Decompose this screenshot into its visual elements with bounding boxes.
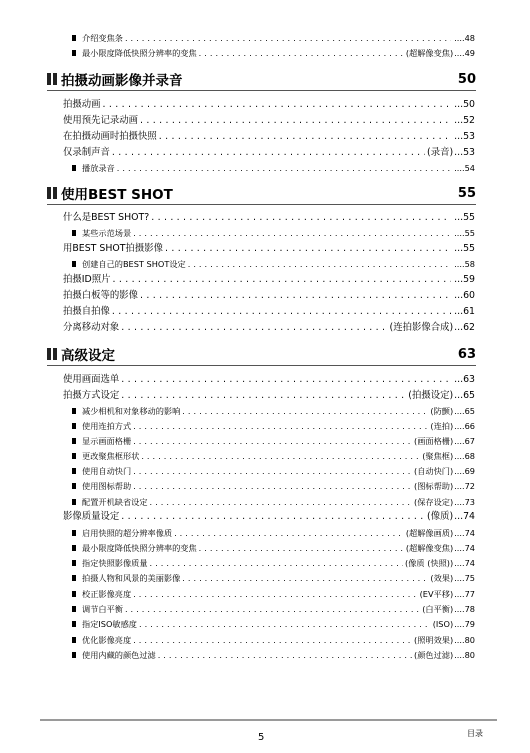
toc-subentry[interactable]	[72, 616, 475, 630]
toc-entry-title: 使用图标帮助	[82, 481, 132, 491]
toc-entry-note: (自动快门)	[414, 466, 454, 476]
toc-entry-page: ....74	[454, 558, 475, 568]
toc-subentry[interactable]	[72, 478, 475, 492]
toc-leader-dots	[133, 634, 412, 646]
toc-entry[interactable]	[63, 97, 475, 111]
toc-entry-page: ....77	[454, 589, 475, 599]
toc-entry[interactable]	[63, 241, 475, 255]
toc-subentry[interactable]	[72, 540, 475, 554]
toc-entry-note: (白平衡)	[422, 604, 454, 614]
toc-entry[interactable]	[63, 288, 475, 302]
toc-leader-dots	[199, 542, 404, 554]
toc-entry-title: 使用连拍方式	[82, 421, 132, 431]
toc-entry-page: ...59	[454, 274, 475, 285]
bullet-icon	[72, 606, 76, 612]
toc-subentry[interactable]	[72, 525, 475, 539]
toc-entry-title: 拍摄人物和风景的美丽影像	[82, 573, 181, 583]
toc-leader-dots	[125, 603, 420, 615]
section-page: 63	[457, 346, 476, 362]
bullet-icon	[72, 652, 76, 658]
toc-entry-title: 优化影像亮度	[82, 635, 132, 645]
toc-entry-note: (防颤)	[430, 406, 454, 416]
toc-subentry[interactable]	[72, 632, 475, 646]
toc-leader-dots	[112, 147, 425, 159]
toc-entry-page: ....74	[454, 528, 475, 538]
toc-entry-title: 创建自己的BEST SHOT设定	[82, 259, 186, 269]
toc-entry-note: (连拍)	[430, 421, 454, 431]
section-title: 使用BEST SHOT	[61, 187, 173, 203]
bullet-icon	[72, 468, 76, 474]
bullet-icon	[72, 621, 76, 627]
toc-leader-dots	[165, 243, 451, 255]
toc-leader-dots	[199, 47, 404, 59]
toc-entry-note: (照明效果)	[414, 635, 454, 645]
toc-entry-page: ....74	[454, 543, 475, 553]
toc-entry-page: ....48	[454, 33, 475, 43]
toc-leader-dots	[159, 131, 451, 143]
bullet-icon	[72, 438, 76, 444]
toc-leader-dots	[139, 618, 431, 630]
toc-leader-dots	[188, 258, 451, 270]
footer-divider	[40, 719, 497, 721]
bullet-icon	[72, 230, 76, 236]
toc-subentry[interactable]	[72, 403, 475, 417]
toc-entry-note: (像质 (快照))	[405, 558, 454, 568]
toc-entry[interactable]	[63, 145, 475, 159]
toc-entry[interactable]	[63, 210, 475, 224]
toc-entry-title: 减少相机和对象移动的影响	[82, 406, 181, 416]
section-marker-icon	[47, 348, 57, 360]
bullet-icon	[72, 591, 76, 597]
toc-subentry[interactable]	[72, 555, 475, 569]
toc-entry-note: (颜色过滤)	[414, 650, 454, 660]
toc-entry-page: ....80	[454, 635, 475, 645]
toc-entry-page: ....58	[454, 259, 475, 269]
toc-entry-title: 用BEST SHOT拍摄影像	[63, 243, 163, 254]
toc-leader-dots	[140, 290, 451, 302]
toc-leader-dots	[141, 450, 420, 462]
bullet-icon	[72, 637, 76, 643]
toc-leader-dots	[133, 480, 412, 492]
toc-entry-title: 拍摄ID照片	[63, 274, 111, 285]
toc-entry-page: ....79	[454, 619, 475, 629]
toc-subentry[interactable]	[72, 225, 475, 239]
toc-leader-dots	[182, 572, 428, 584]
toc-entry-note: (像质)	[427, 511, 454, 522]
toc-entry-note: (拍摄设定)	[408, 390, 454, 401]
section-page: 50	[457, 71, 476, 87]
toc-entry-page: ...53	[454, 131, 475, 142]
toc-subentry[interactable]	[72, 448, 475, 462]
toc-leader-dots	[133, 465, 412, 477]
toc-entry-page: ....69	[454, 466, 475, 476]
toc-entry-page: ....67	[454, 436, 475, 446]
bullet-icon	[72, 453, 76, 459]
toc-entry-title: 使用预先记录动画	[63, 115, 139, 126]
toc-entry-note: (录音)	[427, 147, 454, 158]
toc-entry[interactable]	[63, 320, 475, 334]
toc-entry-title: 什么是BEST SHOT?	[63, 212, 150, 223]
toc-entry-page: ....78	[454, 604, 475, 614]
toc-entry-title: 分离移动对象	[63, 322, 120, 333]
toc-subentry[interactable]	[72, 647, 475, 661]
toc-entry-page: ....66	[454, 421, 475, 431]
toc-entry-title: 启用快照的超分辨率像质	[82, 528, 173, 538]
toc-leader-dots	[117, 162, 451, 174]
bullet-icon	[72, 545, 76, 551]
toc-entry-note: (连拍影像合成)	[389, 322, 454, 333]
toc-subentry[interactable]	[72, 30, 475, 44]
toc-leader-dots	[121, 374, 451, 386]
toc-subentry[interactable]	[72, 494, 475, 508]
toc-entry-title: 拍摄白板等的影像	[63, 290, 139, 301]
toc-entry-title: 播放录音	[82, 163, 115, 173]
toc-entry-title: 使用自动快门	[82, 466, 132, 476]
toc-entry-title: 在拍摄动画时拍摄快照	[63, 131, 157, 142]
toc-entry-page: ...74	[454, 511, 475, 522]
section-title: 拍摄动画影像并录音	[61, 73, 183, 89]
toc-subentry[interactable]	[72, 433, 475, 447]
section-marker-icon	[47, 73, 57, 85]
toc-leader-dots	[121, 390, 406, 402]
toc-entry[interactable]	[63, 272, 475, 286]
toc-entry-page: ...61	[454, 306, 475, 317]
toc-leader-dots	[121, 322, 387, 334]
toc-leader-dots	[112, 306, 451, 318]
toc-entry-title: 某些示范场景	[82, 228, 132, 238]
toc-subentry[interactable]	[72, 160, 475, 174]
toc-subentry[interactable]	[72, 45, 475, 59]
toc-leader-dots	[174, 527, 404, 539]
toc-entry-title: 介绍变焦条	[82, 33, 123, 43]
section-page: 55	[457, 185, 476, 201]
toc-entry-note: (超解像画质)	[405, 528, 454, 538]
toc-entry-note: (ISO)	[432, 619, 454, 629]
toc-entry-note: (画面格栅)	[414, 436, 454, 446]
toc-entry-note: (聚焦框)	[422, 451, 454, 461]
bullet-icon	[72, 499, 76, 505]
toc-entry-title: 调节白平衡	[82, 604, 123, 614]
bullet-icon	[72, 408, 76, 414]
toc-subentry[interactable]	[72, 463, 475, 477]
toc-subentry[interactable]	[72, 418, 475, 432]
toc-entry-page: ...53	[454, 147, 475, 158]
section-marker-icon	[47, 187, 57, 199]
toc-entry-title: 拍摄方式设定	[63, 390, 120, 401]
toc-entry-page: ...55	[454, 243, 475, 254]
toc-leader-dots	[121, 511, 425, 523]
toc-entry-title: 拍摄动画	[63, 99, 101, 110]
toc-entry-note: (效果)	[430, 573, 454, 583]
toc-entry-note: (保存设定)	[414, 497, 454, 507]
section-heading[interactable]	[47, 68, 476, 91]
bullet-icon	[72, 423, 76, 429]
bullet-icon	[72, 530, 76, 536]
toc-entry[interactable]	[63, 129, 475, 143]
toc-entry-title: 校正影像亮度	[82, 589, 132, 599]
toc-entry-title: 显示画面格栅	[82, 436, 132, 446]
toc-entry-page: ....49	[454, 48, 475, 58]
toc-entry-note: (超解像变焦)	[405, 48, 454, 58]
toc-entry-title: 指定快照影像质量	[82, 558, 148, 568]
bullet-icon	[72, 165, 76, 171]
toc-entry-title: 拍摄自拍像	[63, 306, 110, 317]
bullet-icon	[72, 483, 76, 489]
toc-entry-page: ....72	[454, 481, 475, 491]
toc-entry-note: (图标帮助)	[414, 481, 454, 491]
toc-entry-page: ....73	[454, 497, 475, 507]
toc-entry-title: 更改聚焦框形状	[82, 451, 140, 461]
section-title: 高级设定	[61, 348, 115, 364]
section-heading[interactable]	[47, 343, 476, 366]
toc-entry[interactable]	[63, 304, 475, 318]
toc-entry[interactable]	[63, 388, 475, 402]
toc-leader-dots	[103, 99, 452, 111]
toc-subentry[interactable]	[72, 601, 475, 615]
toc-entry-page: ...55	[454, 212, 475, 223]
bullet-icon	[72, 560, 76, 566]
toc-entry-page: ...52	[454, 115, 475, 126]
toc-leader-dots	[150, 496, 413, 508]
toc-leader-dots	[182, 405, 428, 417]
toc-entry-title: 指定ISO敏感度	[82, 619, 137, 629]
toc-entry-page: ....54	[454, 163, 475, 173]
toc-subentry[interactable]	[72, 570, 475, 584]
toc-leader-dots	[150, 557, 404, 569]
toc-leader-dots	[133, 227, 451, 239]
toc-entry-note: (EV平移)	[419, 589, 454, 599]
toc-leader-dots	[133, 435, 412, 447]
toc-entry-page: ....68	[454, 451, 475, 461]
toc-entry-page: ....80	[454, 650, 475, 660]
toc-entry-title: 仅录制声音	[63, 147, 110, 158]
toc-leader-dots	[112, 274, 451, 286]
toc-leader-dots	[133, 420, 428, 432]
bullet-icon	[72, 35, 76, 41]
toc-entry-page: ....75	[454, 573, 475, 583]
toc-entry-title: 最小限度降低快照分辨率的变焦	[82, 48, 197, 58]
toc-entry-title: 使用画面选单	[63, 374, 120, 385]
toc-entry-page: ...62	[454, 322, 475, 333]
toc-leader-dots	[125, 32, 451, 44]
toc-entry-page: ....65	[454, 406, 475, 416]
footer-section-label[interactable]: 目录	[467, 729, 483, 738]
toc-subentry[interactable]	[72, 586, 475, 600]
toc-entry[interactable]	[63, 509, 475, 523]
page-number: 5	[258, 732, 265, 743]
toc-entry-title: 使用内藏的颜色过滤	[82, 650, 156, 660]
bullet-icon	[72, 50, 76, 56]
toc-entry-page: ...63	[454, 374, 475, 385]
toc-entry[interactable]	[63, 113, 475, 127]
toc-entry-title: 最小限度降低快照分辨率的变焦	[82, 543, 197, 553]
toc-entry-title: 配置开机缺省设定	[82, 497, 148, 507]
bullet-icon	[72, 261, 76, 267]
toc-entry-page: ...60	[454, 290, 475, 301]
toc-entry-page: ....55	[454, 228, 475, 238]
section-heading[interactable]	[47, 182, 476, 205]
toc-leader-dots	[133, 588, 417, 600]
toc-subentry[interactable]	[72, 256, 475, 270]
bullet-icon	[72, 575, 76, 581]
toc-entry-page: ...50	[454, 99, 475, 110]
toc-entry-note: (超解像变焦)	[405, 543, 454, 553]
toc-entry-title: 影像质量设定	[63, 511, 120, 522]
toc-leader-dots	[151, 212, 451, 224]
toc-entry-page: ...65	[454, 390, 475, 401]
toc-leader-dots	[140, 115, 451, 127]
toc-leader-dots	[158, 649, 412, 661]
toc-entry[interactable]	[63, 372, 475, 386]
